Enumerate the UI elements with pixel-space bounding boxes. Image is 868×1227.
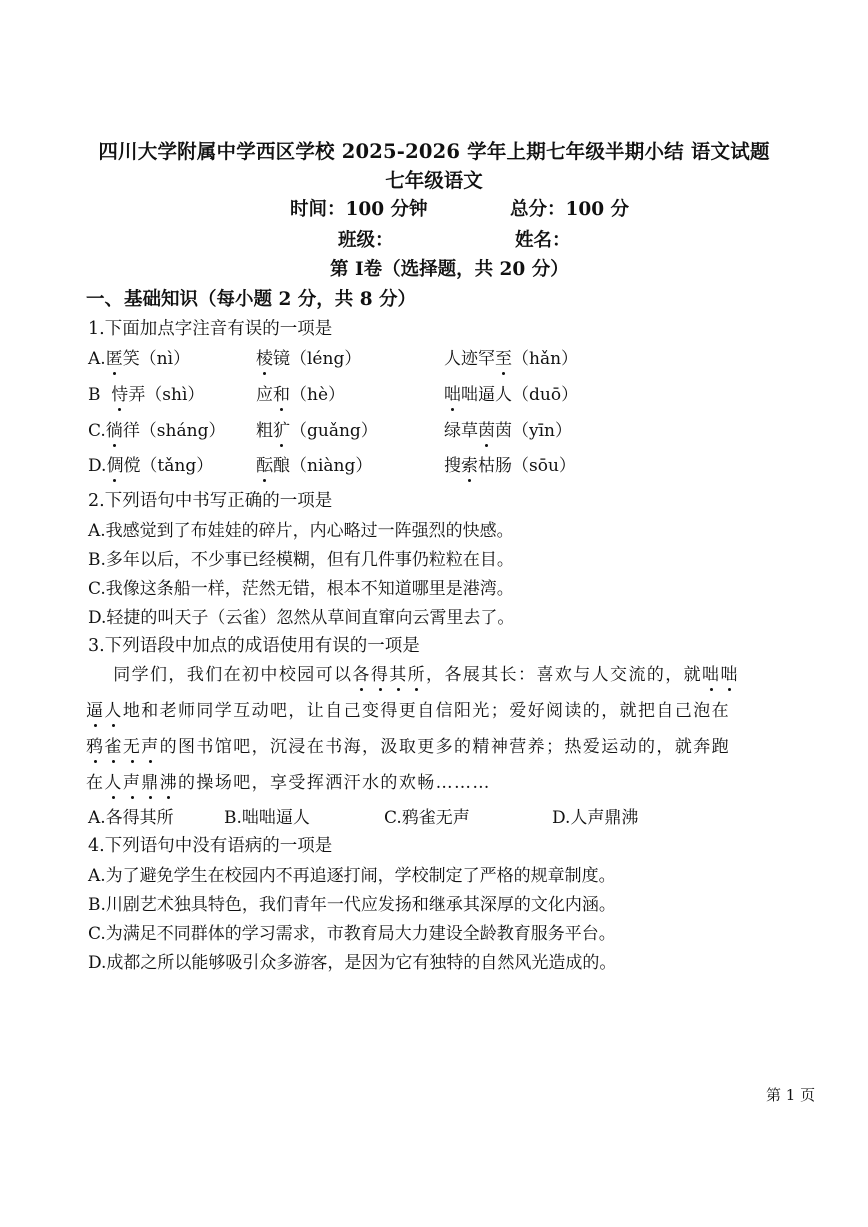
volume-title: 第 Ⅰ卷（选择题，共 20 分）	[330, 259, 569, 280]
q4-option-b: B.川剧艺术独具特色，我们青年一代应发扬和继承其深厚的文化内涵。	[88, 895, 616, 915]
q3-option-d: D.人声鼎沸	[552, 808, 639, 828]
q1-option: C.徜徉（sháng）	[88, 416, 225, 441]
idiom-dotted: 鸦雀无声	[86, 737, 160, 757]
q3-passage-line: 同学们，我们在初中校园可以各得其所，各展其长：喜欢与人交流的，就咄咄	[86, 660, 739, 685]
idiom-dotted: 人声鼎沸	[104, 773, 178, 793]
exam-subtitle: 七年级语文	[385, 169, 483, 192]
q4-option-c: C.为满足不同群体的学习需求，市教育局大力建设全龄教育服务平台。	[88, 924, 616, 944]
q4-option-a: A.为了避免学生在校园内不再追逐打闹，学校制定了严格的规章制度。	[88, 866, 616, 886]
section-number: 一、	[86, 289, 124, 310]
class-label: 班级：	[338, 230, 394, 251]
idiom-dotted: 逼人	[86, 701, 123, 721]
page-number: 第 1 页	[766, 1086, 816, 1104]
q1-option: 搜索枯肠（sōu）	[444, 451, 576, 476]
q1-option: 应和（hè）	[256, 380, 345, 405]
q1-option: 棱镜（léng）	[256, 344, 361, 369]
q2-stem: 2.下列语句中书写正确的一项是	[88, 491, 333, 511]
q4-stem: 4.下列语句中没有语病的一项是	[88, 836, 333, 856]
name-label: 姓名：	[515, 230, 571, 251]
q1-option: D.倜傥（tǎng）	[88, 451, 213, 476]
q4-option-d: D.成都之所以能够吸引众多游客，是因为它有独特的自然风光造成的。	[88, 953, 617, 973]
idiom-dotted: 咄咄	[702, 665, 739, 685]
score-label: 总分：100 分	[510, 199, 630, 220]
q3-stem: 3.下列语段中加点的成语使用有误的一项是	[88, 636, 420, 656]
exam-title: 四川大学附属中学西区学校 2025-2026 学年上期七年级半期小结 语文试题	[98, 140, 770, 163]
q1-option: 人迹罕至（hǎn）	[444, 344, 578, 369]
q2-option-d: D.轻捷的叫天子（云雀）忽然从草间直窜向云霄里去了。	[88, 608, 515, 628]
q1-option: B 恃弄（shì）	[88, 380, 204, 405]
q3-option-a: A.各得其所	[88, 808, 174, 828]
section-title: 基础知识（每小题 2 分，共 8 分）	[124, 289, 417, 310]
q1-option: 粗犷（guǎng）	[256, 416, 378, 441]
q3-passage-line: 在人声鼎沸的操场吧，享受挥洒汗水的欢畅………	[86, 768, 491, 793]
idiom-dotted: 各得其所	[352, 665, 426, 685]
q1-option: A.匿笑（nì）	[88, 344, 190, 369]
q1-option: 绿草茵茵（yīn）	[444, 416, 572, 441]
time-label: 时间：100 分钟	[290, 199, 428, 220]
q1-option: 酝酿（niàng）	[256, 451, 372, 476]
q2-option-c: C.我像这条船一样，茫然无错，根本不知道哪里是港湾。	[88, 579, 514, 599]
q1-stem: 1.下面加点字注音有误的一项是	[88, 319, 333, 339]
q1-option: 咄咄逼人（duō）	[444, 380, 578, 405]
q3-passage-line: 逼人地和老师同学互动吧，让自己变得更自信阳光；爱好阅读的，就把自己泡在	[86, 696, 730, 721]
q2-option-a: A.我感觉到了布娃娃的碎片，内心略过一阵强烈的快感。	[88, 521, 514, 541]
q3-passage-line: 鸦雀无声的图书馆吧，沉浸在书海，汲取更多的精神营养；热爱运动的，就奔跑	[86, 732, 730, 757]
q2-option-b: B.多年以后，不少事已经模糊，但有几件事仍粒粒在目。	[88, 550, 514, 570]
q3-option-b: B.咄咄逼人	[224, 808, 310, 828]
q3-option-c: C.鸦雀无声	[384, 808, 470, 828]
